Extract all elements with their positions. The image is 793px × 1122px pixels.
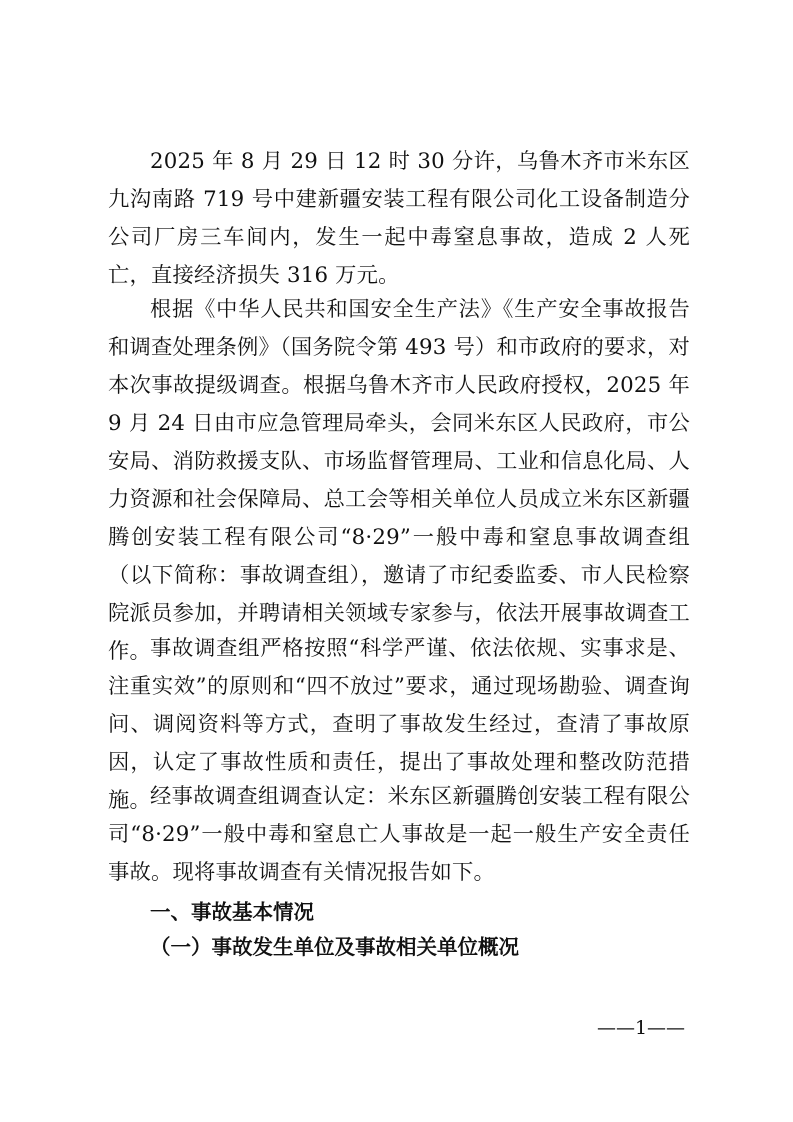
paragraph-investigation-conclusion: 经事故调查组调查认定：米东区新疆腾创安装工程有限公司“8·29”一般中毒和窒息亡人事故是一起一般生产安全责任事故。现将事故调查有关情况报告如下。 [108,784,690,885]
page-number: ——1—— [596,1017,686,1039]
paragraph-investigation-basis: 根据《中华人民共和国安全生产法》《生产安全事故报告和调查处理条例》（国务院令第 493 号）和市政府的要求，对本次事故提级调查。根据乌鲁木齐市人民政府授权，2025 年 9 月 24 日由市应急管理局牵头，会同米东区人民政府，市公安局、消防救援支队、市场监督管理局、工业和信息化局、人力资源和社会保障局、总工会等相关单位人员成立米东区新疆腾创安装工程有限公司“8·29”一般中毒和窒息事故调查组（以下简称：事故调查组），邀请了市纪委监委、市人民检察院派员参加，并聘请相关领域专家参与，依法开展事故调查工作。 [108,297,690,664]
paragraph-investigation-principles: 事故调查组严格按照“科学严谨、依法依规、实事求是、注重实效”的原则和“四不放过”要求，通过现场勘验、调查询问、调阅资料等方式，查明了事故发生经过，查清了事故原因，认定了事故性质和责任，提出了事故处理和整改防范措施。 [108,636,690,813]
section-heading-basic-info: 一、事故基本情况 [150,900,314,924]
paragraph-incident-summary: 2025 年 8 月 29 日 12 时 30 分许，乌鲁木齐市米东区九沟南路 719 号中建新疆安装工程有限公司化工设备制造分公司厂房三车间内，发生一起中毒窒息事故，造成 2 人死亡，直接经济损失 316 万元。 [108,149,690,288]
subsection-heading-units-overview: （一）事故发生单位及事故相关单位概况 [150,935,519,959]
